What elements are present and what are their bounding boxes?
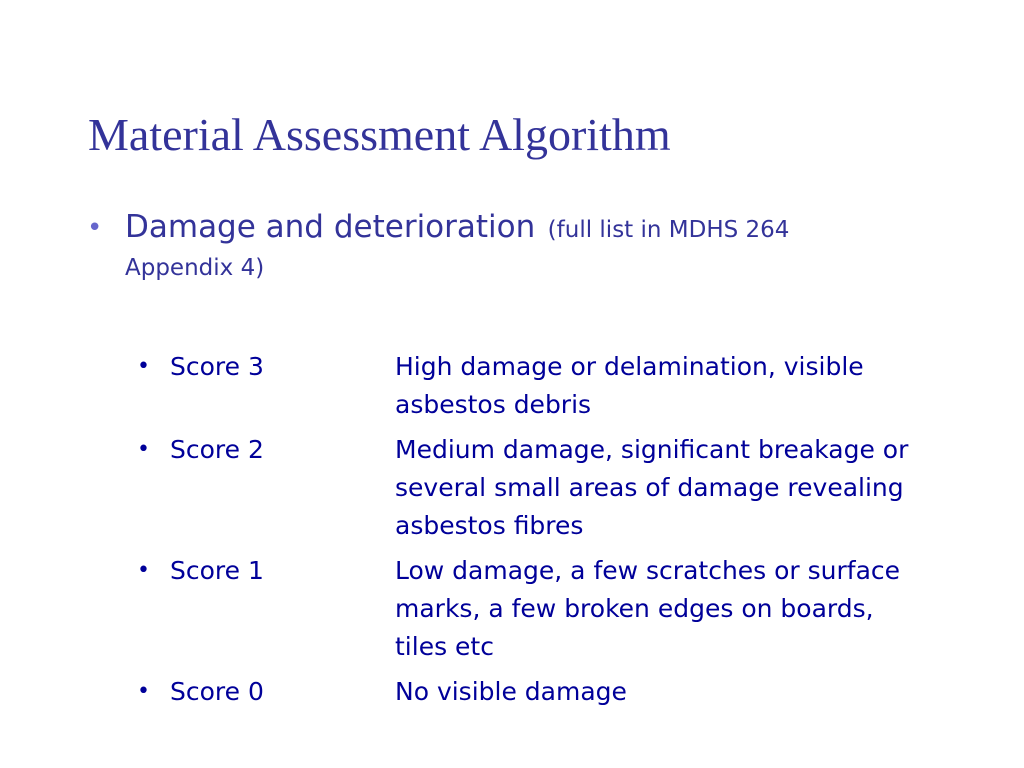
score-label: Score 0	[170, 677, 264, 706]
score-label: Score 2	[170, 435, 264, 464]
score-item-3	[137, 348, 957, 424]
score-description: Low damage, a few scratches or surface marks, a few broken edges on boards, tiles etc	[395, 556, 901, 661]
main-bullet-text	[125, 206, 865, 287]
bullet-dot-icon: •	[137, 437, 150, 462]
main-bullet	[87, 206, 887, 287]
bullet-heading: Damage and deterioration	[125, 209, 536, 245]
score-item-2	[137, 431, 957, 545]
score-label: Score 1	[170, 556, 264, 585]
score-description: High damage or delamination, visible asbestos debris	[395, 352, 864, 419]
score-label: Score 3	[170, 352, 264, 381]
score-description: No visible damage	[395, 677, 627, 706]
slide-title: Material Assessment Algorithm	[88, 109, 671, 160]
bullet-dot-icon: •	[137, 354, 150, 379]
bullet-dot-icon: •	[137, 558, 150, 583]
score-list	[137, 348, 957, 718]
bullet-dot-icon: •	[137, 679, 150, 704]
score-item-1	[137, 552, 957, 666]
score-item-0	[137, 673, 957, 711]
bullet-note-text: (full list in MDHS 264 Appendix 4)	[125, 217, 790, 281]
score-description: Medium damage, significant breakage or several small areas of damage revealing asbestos fibres	[395, 435, 909, 540]
bullet-dot-icon: •	[87, 213, 103, 243]
